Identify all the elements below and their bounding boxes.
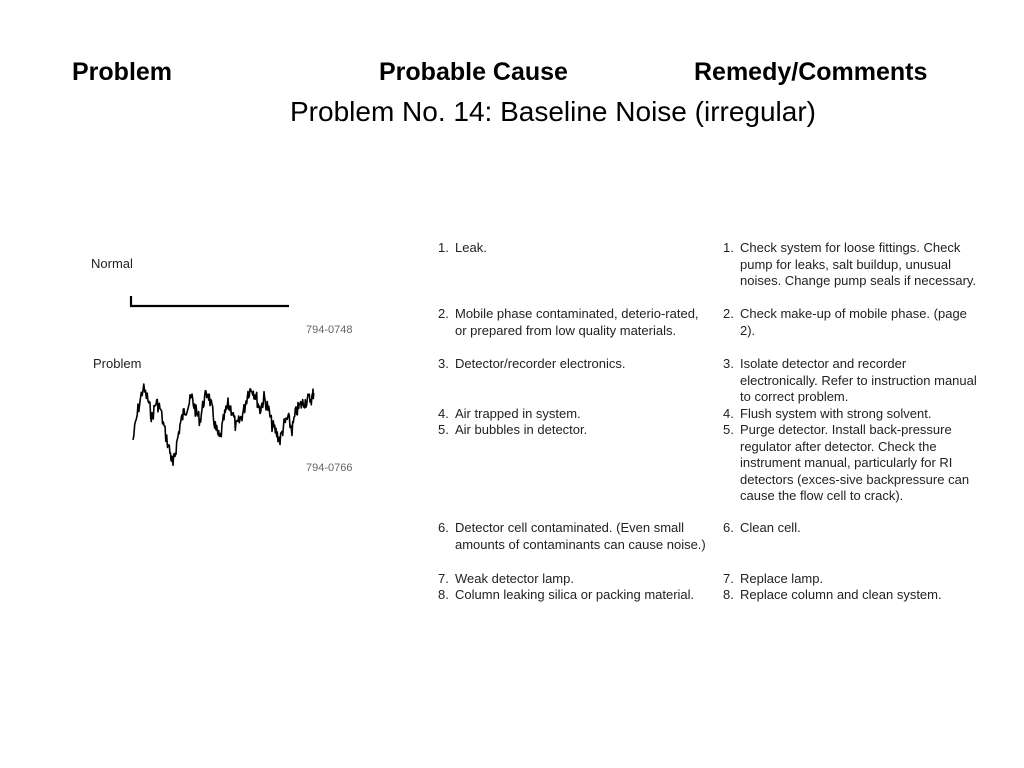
cause-item-2: 2. Mobile phase contaminated, deterio-rated, or prepared from low quality materials. — [438, 306, 699, 338]
remedy-item-4: 4. Flush system with strong solvent. — [723, 406, 932, 421]
slide-title: Problem No. 14: Baseline Noise (irregular) — [290, 96, 816, 127]
cause-item-8: 8. Column leaking silica or packing material. — [438, 587, 695, 602]
remedy-item-5: 5. Purge detector. Install back-pressure regulator after detector. Check the instrument manual, particularly for RI detectors (exces-sive backpressure can cause the flow cell to crack). — [723, 422, 970, 504]
cause-item-7: 7. Weak detector lamp. — [438, 571, 574, 586]
cause-item-3: 3. Detector/recorder electronics. — [438, 356, 626, 371]
cause-item-1: 1. Leak. — [438, 240, 487, 255]
cause-item-6: 6. Detector cell contaminated. (Even small amounts of contaminants can cause noise.) — [438, 520, 706, 552]
remedy-item-1: 1. Check system for loose fittings. Check pump for leaks, salt buildup, unusual noises. Change pump seals if necessary. — [723, 240, 977, 289]
normal-label: Normal — [91, 256, 133, 271]
problem-label: Problem — [93, 356, 142, 371]
remedy-item-2: 2. Check make-up of mobile phase. (page 2). — [723, 306, 967, 338]
problem-column-header: Problem — [72, 58, 173, 86]
probable-cause-column-header: Probable Cause — [379, 58, 568, 86]
problem-figure-code: 794-0766 — [306, 462, 353, 474]
normal-figure-code: 794-0748 — [306, 324, 353, 336]
remedy-item-6: 6. Clean cell. — [723, 520, 801, 535]
remedy-item-8: 8. Replace column and clean system. — [723, 587, 942, 602]
remedy-item-3: 3. Isolate detector and recorder electronically. Refer to instruction manual to correct problem. — [723, 356, 977, 405]
remedy-item-7: 7. Replace lamp. — [723, 571, 824, 586]
cause-item-5: 5. Air bubbles in detector. — [438, 422, 588, 437]
remedy-column-header: Remedy/Comments — [694, 58, 928, 86]
cause-item-4: 4. Air trapped in system. — [438, 406, 581, 421]
